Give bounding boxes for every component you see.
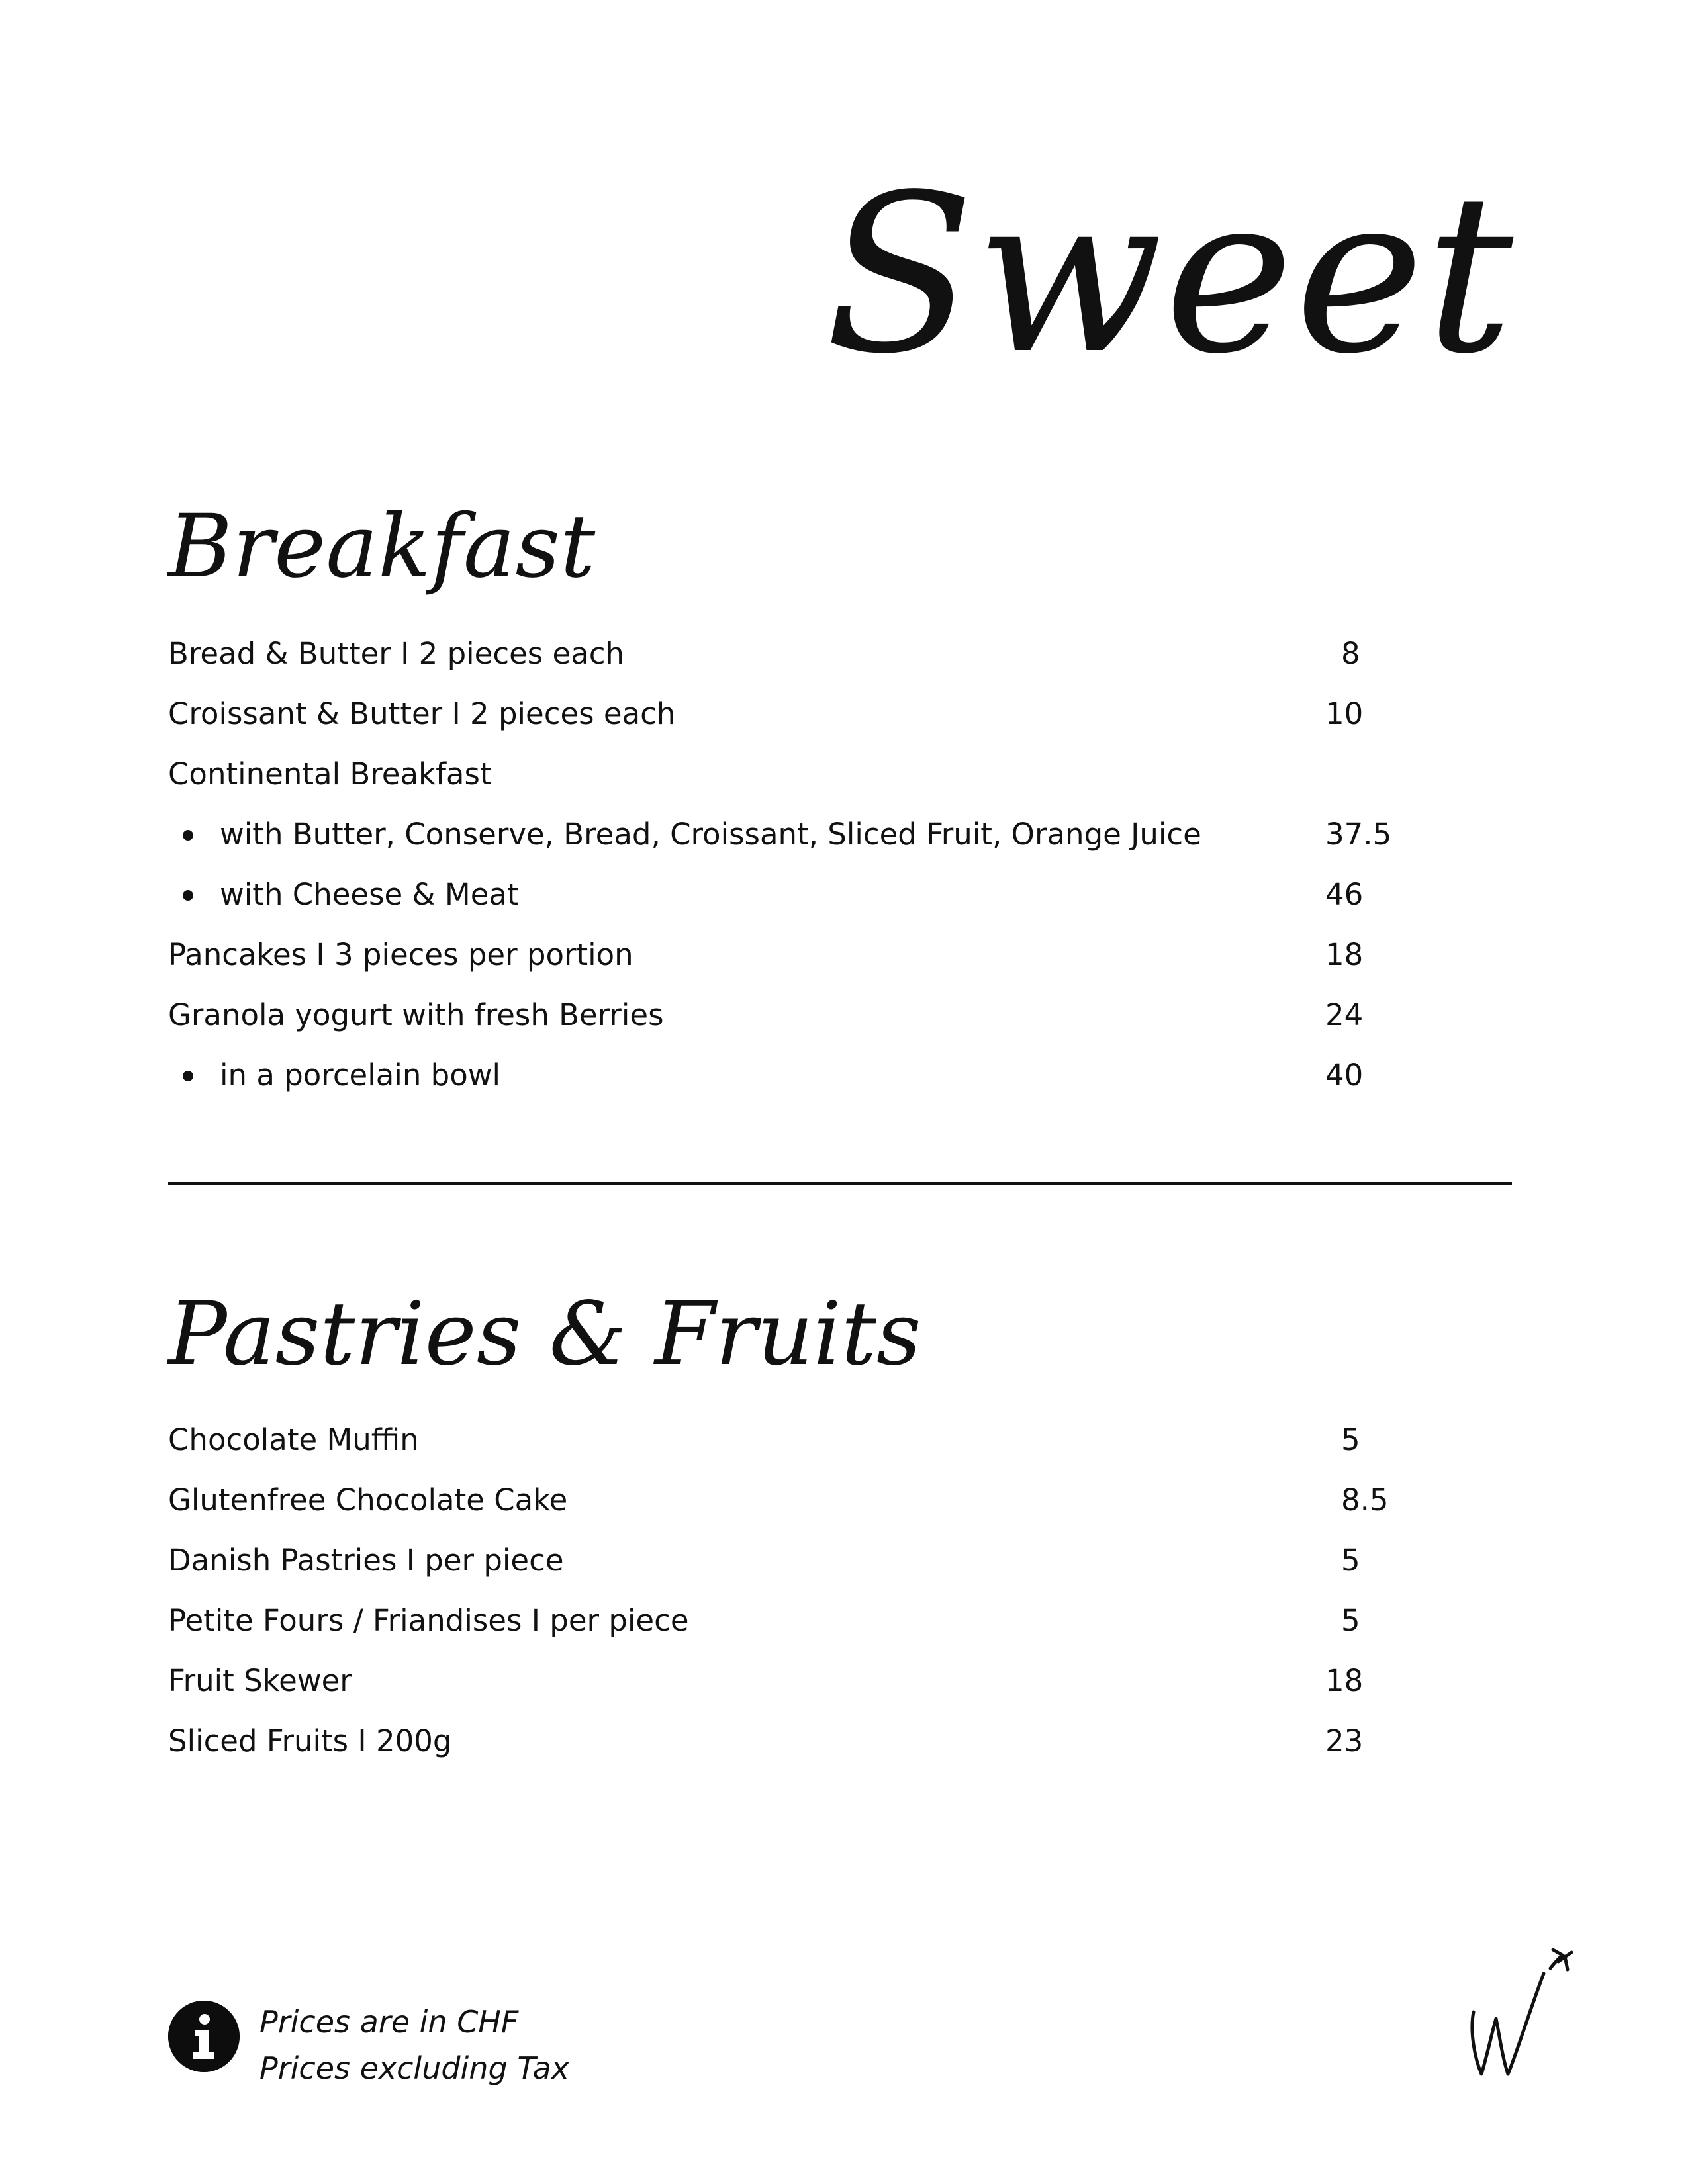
menu-item-price: 18 (1325, 1663, 1364, 1698)
breakfast-menu-list (168, 623, 1426, 1105)
menu-item (168, 1530, 1426, 1590)
menu-item (168, 623, 1426, 684)
menu-item-name: Petite Fours / Friandises I per piece (168, 1603, 689, 1638)
menu-item-price: 18 (1325, 937, 1364, 972)
menu-item-name: Granola yogurt with fresh Berries (168, 997, 664, 1032)
menu-item-name: Sliced Fruits I 200g (168, 1723, 452, 1758)
pastries-menu-list (168, 1410, 1426, 1771)
menu-item (168, 1711, 1426, 1771)
menu-item-name: Bread & Butter I 2 pieces each (168, 636, 625, 671)
menu-item (168, 925, 1426, 985)
bullet-icon (183, 1071, 193, 1081)
section-divider (168, 1182, 1512, 1185)
menu-subitem (168, 864, 1426, 925)
section-title-pastries: Pastries & Fruits (168, 1283, 921, 1385)
price-notes (259, 1999, 569, 2091)
price-note-currency: Prices are in CHF (259, 2004, 519, 2040)
menu-item-name: Danish Pastries I per piece (168, 1543, 564, 1578)
menu-item-name: Fruit Skewer (168, 1663, 352, 1698)
menu-item-name: with Butter, Conserve, Bread, Croissant, Sliced Fruit, Orange Juice (220, 817, 1201, 852)
menu-item-price: 46 (1325, 877, 1364, 912)
menu-subitem (168, 804, 1426, 864)
menu-item-price: 5 (1341, 1422, 1360, 1457)
menu-item-name: Glutenfree Chocolate Cake (168, 1482, 568, 1518)
menu-item (168, 985, 1426, 1045)
menu-item (168, 1470, 1426, 1530)
menu-item-price: 24 (1325, 997, 1364, 1032)
bullet-icon (183, 830, 193, 841)
menu-item (168, 1410, 1426, 1470)
menu-item-name: Continental Breakfast (168, 756, 492, 792)
menu-item-name: Pancakes I 3 pieces per portion (168, 937, 633, 972)
menu-subitem (168, 1045, 1426, 1105)
menu-item (168, 1590, 1426, 1651)
bullet-icon (183, 890, 193, 901)
menu-item (168, 684, 1426, 744)
w-airplane-logo-icon (1466, 1933, 1578, 2085)
menu-item-price: 5 (1341, 1543, 1360, 1578)
section-title-breakfast: Breakfast (168, 496, 596, 598)
menu-item (168, 1651, 1426, 1711)
menu-item-price: 23 (1325, 1723, 1364, 1758)
menu-item-price: 10 (1325, 696, 1364, 731)
menu-item-price: 40 (1325, 1058, 1364, 1093)
page-title: Sweet (825, 148, 1515, 402)
menu-item-name: in a porcelain bowl (220, 1058, 501, 1093)
menu-item-price: 8.5 (1341, 1482, 1389, 1518)
menu-item-name: with Cheese & Meat (220, 877, 519, 912)
menu-item-price: 5 (1341, 1603, 1360, 1638)
menu-item-price: 8 (1341, 636, 1360, 671)
price-note-tax: Prices excluding Tax (259, 2050, 569, 2086)
menu-item-name: Chocolate Muffin (168, 1422, 419, 1457)
menu-item-name: Croissant & Butter I 2 pieces each (168, 696, 676, 731)
menu-item-price: 37.5 (1325, 817, 1392, 852)
menu-item (168, 744, 1426, 804)
info-icon (168, 2001, 240, 2072)
